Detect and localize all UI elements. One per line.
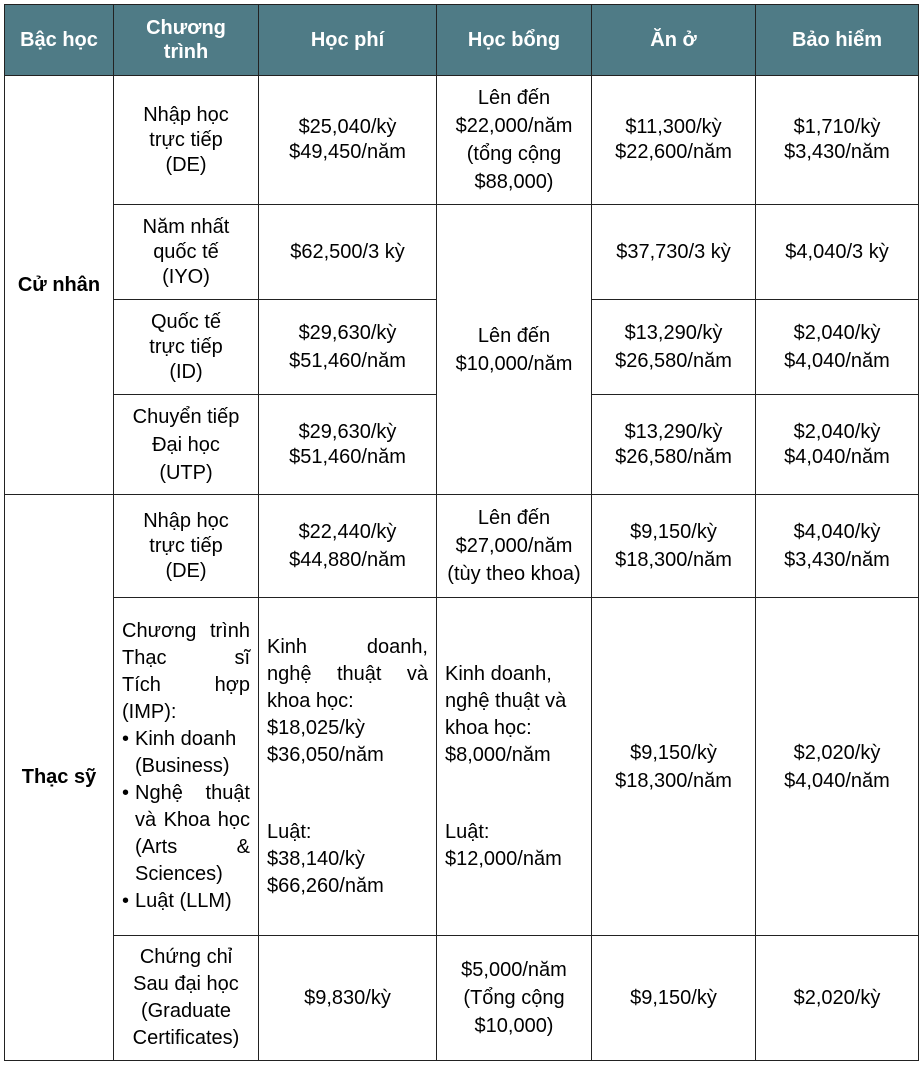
tuition-line: $44,880/năm (289, 549, 406, 571)
housing-line: $18,300/năm (615, 769, 732, 792)
insurance-cell (756, 936, 919, 1061)
housing-cell (592, 598, 756, 936)
housing-line: $13,290/kỳ (624, 322, 723, 344)
tuition-fee-table (4, 4, 919, 1061)
table-row (5, 936, 919, 1061)
program-line: Đại học (152, 433, 220, 456)
program-line: Nhập học (143, 103, 229, 126)
program-line: Tích hợp (122, 674, 250, 696)
program-line: • Nghệ thuật (135, 782, 250, 804)
scholarship-cell (437, 495, 592, 598)
program-line: (DE) (165, 559, 207, 582)
tuition-line: $18,025/kỳ (267, 716, 365, 739)
header-scholarship: Học bổng (437, 5, 592, 76)
program-line: (IMP): (122, 701, 177, 723)
program-line: quốc tế (153, 240, 219, 263)
program-line: Chương trình (122, 620, 250, 642)
level-cell-bachelor: Cử nhân (5, 76, 114, 495)
scholarship-line: $27,000/năm (455, 535, 573, 557)
program-line: (Arts & (135, 836, 250, 858)
header-program-line: trình (163, 41, 209, 63)
scholarship-line: $10,000/năm (455, 352, 573, 375)
tuition-line: khoa học: (267, 689, 354, 712)
program-line: (IYO) (162, 265, 210, 288)
header-row (5, 5, 919, 76)
housing-line: $26,580/năm (615, 445, 732, 468)
insurance-cell (756, 205, 919, 300)
scholarship-line: khoa học: (445, 716, 532, 739)
tuition-line: Kinh doanh, (267, 635, 428, 658)
program-line: Nhập học (143, 509, 229, 532)
list-item (122, 780, 250, 888)
housing-cell (592, 395, 756, 495)
scholarship-line: $12,000/năm (445, 847, 562, 870)
program-cell (114, 598, 259, 936)
scholarship-line: Lên đến (477, 507, 551, 529)
program-line: (ID) (169, 360, 203, 383)
insurance-line: $2,020/kỳ (793, 741, 881, 764)
scholarship-line: Luật: (445, 820, 490, 843)
table-row (5, 205, 919, 300)
program-line: (Graduate (140, 1000, 232, 1022)
program-cell (114, 395, 259, 495)
insurance-cell (756, 300, 919, 395)
header-program-line: Chương (146, 17, 226, 39)
tuition-line: $62,500/3 kỳ (290, 240, 405, 263)
scholarship-line: Kinh doanh, (445, 662, 552, 685)
program-line: Chuyển tiếp (132, 405, 240, 428)
program-line: Sciences) (135, 863, 223, 885)
header-housing: Ăn ở (592, 5, 756, 76)
insurance-line: $2,040/kỳ (793, 420, 881, 443)
table-row (5, 598, 919, 936)
housing-line: $37,730/3 kỳ (616, 240, 731, 263)
header-insurance: Bảo hiểm (756, 5, 919, 76)
tuition-cell (259, 300, 437, 395)
list-item (122, 888, 250, 915)
insurance-line: $2,020/kỳ (793, 986, 881, 1009)
program-line: • Kinh doanh (135, 728, 237, 750)
tuition-line: Luật: (267, 820, 312, 843)
scholarship-line: nghệ thuật và (445, 689, 567, 712)
tuition-line: $51,460/năm (289, 445, 406, 468)
header-level: Bậc học (5, 5, 114, 76)
insurance-line: $4,040/năm (784, 769, 890, 792)
program-line: Chứng chỉ (139, 946, 233, 968)
program-cell (114, 936, 259, 1061)
housing-line: $9,150/kỳ (630, 986, 717, 1009)
insurance-line: $4,040/năm (784, 445, 890, 468)
tuition-cell (259, 205, 437, 300)
program-cell (114, 205, 259, 300)
housing-cell (592, 76, 756, 205)
scholarship-line: $22,000/năm (455, 115, 573, 137)
scholarship-line: (tổng cộng (466, 143, 562, 165)
scholarship-cell (437, 598, 592, 936)
program-cell (114, 76, 259, 205)
insurance-line: $4,040/3 kỳ (785, 240, 889, 263)
tuition-line: $51,460/năm (289, 350, 406, 372)
program-line: và Khoa học (135, 809, 250, 831)
insurance-cell (756, 495, 919, 598)
program-line: trực tiếp (149, 534, 223, 557)
scholarship-line: $8,000/năm (445, 743, 551, 766)
table-row (5, 76, 919, 205)
program-line: Certificates) (132, 1027, 240, 1049)
tuition-line: $9,830/kỳ (304, 986, 391, 1009)
housing-line: $11,300/kỳ (625, 116, 722, 138)
housing-cell (592, 300, 756, 395)
program-line: (DE) (165, 153, 207, 176)
table-row (5, 495, 919, 598)
tuition-line: nghệ thuật và (267, 662, 428, 685)
program-line: (UTP) (159, 461, 213, 484)
insurance-line: $3,430/năm (784, 549, 890, 571)
tuition-line: $36,050/năm (267, 743, 384, 766)
list-item (122, 726, 250, 780)
scholarship-line: $88,000) (474, 171, 554, 193)
program-line: Thạc sĩ (122, 647, 250, 669)
tuition-cell (259, 936, 437, 1061)
level-cell-master: Thạc sỹ (5, 495, 114, 1061)
scholarship-cell (437, 936, 592, 1061)
insurance-line: $4,040/kỳ (793, 521, 881, 543)
program-line: trực tiếp (149, 128, 223, 151)
housing-cell (592, 495, 756, 598)
tuition-line: $38,140/kỳ (267, 847, 365, 870)
program-line: Sau đại học (133, 973, 239, 995)
tuition-line: $25,040/kỳ (298, 116, 397, 138)
scholarship-cell (437, 76, 592, 205)
scholarship-line: (Tổng cộng (463, 987, 565, 1009)
tuition-cell (259, 76, 437, 205)
insurance-cell (756, 395, 919, 495)
header-program (114, 5, 259, 76)
insurance-line: $2,040/kỳ (793, 322, 881, 344)
housing-line: $18,300/năm (615, 549, 732, 571)
scholarship-cell (437, 205, 592, 495)
scholarship-line: Lên đến (477, 324, 551, 347)
housing-line: $9,150/kỳ (630, 741, 717, 764)
scholarship-line: $10,000) (474, 1015, 554, 1037)
housing-line: $22,600/năm (615, 141, 732, 163)
scholarship-line: (tùy theo khoa) (447, 563, 581, 585)
program-line: • Luật (LLM) (135, 890, 232, 912)
tuition-cell (259, 495, 437, 598)
tuition-cell (259, 395, 437, 495)
tuition-cell (259, 598, 437, 936)
housing-cell (592, 936, 756, 1061)
housing-line: $26,580/năm (615, 350, 732, 372)
scholarship-line: Lên đến (477, 87, 551, 109)
header-tuition: Học phí (259, 5, 437, 76)
program-cell (114, 300, 259, 395)
insurance-line: $4,040/năm (784, 350, 890, 372)
tuition-line: $29,630/kỳ (298, 322, 397, 344)
tuition-line: $49,450/năm (289, 141, 406, 163)
program-line: (Business) (135, 755, 230, 777)
tuition-line: $22,440/kỳ (298, 521, 397, 543)
insurance-cell (756, 598, 919, 936)
program-line: trực tiếp (149, 335, 223, 358)
program-line: Năm nhất (142, 215, 230, 238)
program-list (122, 726, 250, 915)
scholarship-line: $5,000/năm (461, 959, 567, 981)
housing-line: $9,150/kỳ (630, 521, 717, 543)
tuition-line: $66,260/năm (267, 874, 384, 897)
program-cell (114, 495, 259, 598)
housing-cell (592, 205, 756, 300)
insurance-line: $1,710/kỳ (793, 116, 881, 138)
tuition-line: $29,630/kỳ (298, 420, 397, 443)
program-line: Quốc tế (150, 310, 222, 333)
insurance-line: $3,430/năm (784, 141, 890, 163)
housing-line: $13,290/kỳ (624, 420, 723, 443)
insurance-cell (756, 76, 919, 205)
